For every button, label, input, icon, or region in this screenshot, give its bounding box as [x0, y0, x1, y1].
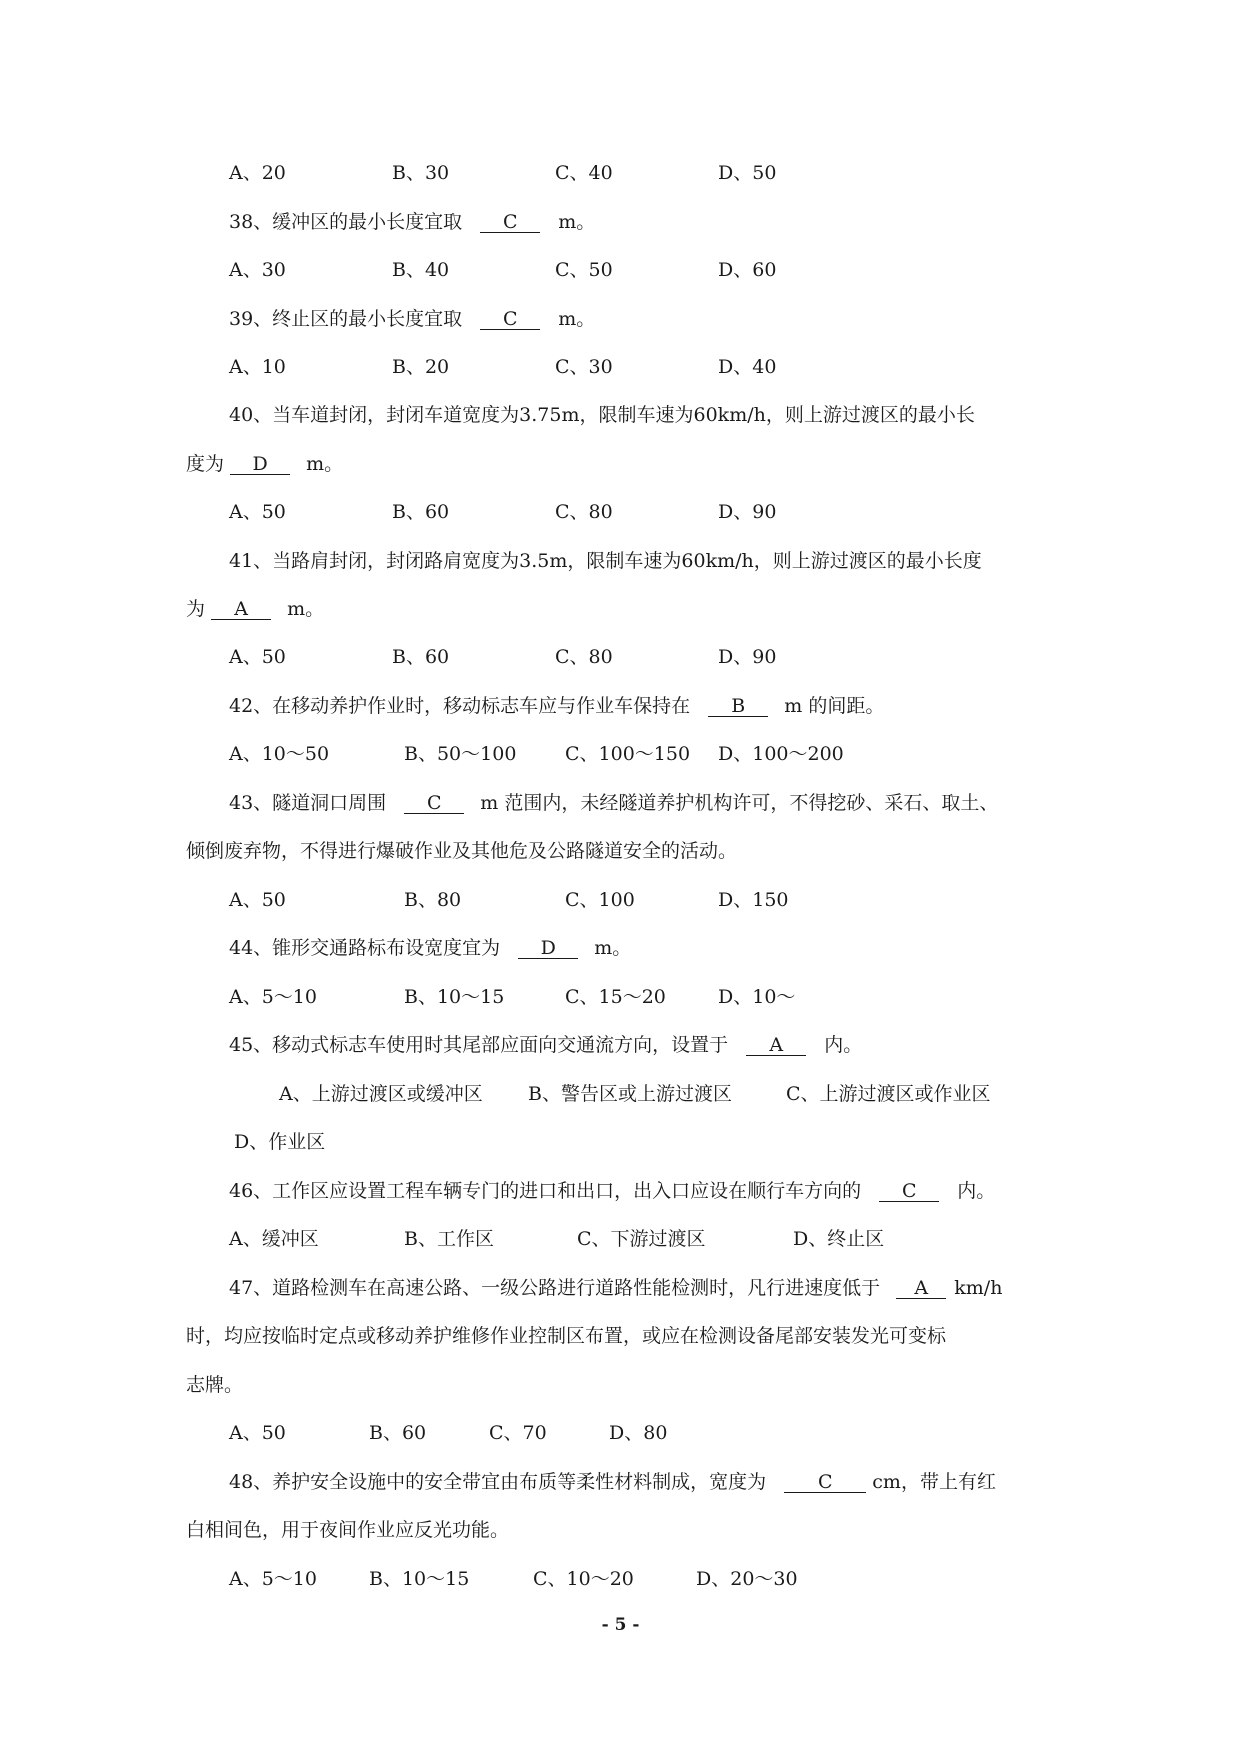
question-suffix: m。	[558, 308, 596, 330]
option-c: C、100～150	[565, 743, 691, 765]
question-text: 38、缓冲区的最小长度宜取	[229, 211, 463, 233]
question-48	[229, 1470, 996, 1494]
question-text: 48、养护安全设施中的安全带宜由布质等柔性材料制成，宽度为	[229, 1471, 767, 1493]
option-d: D、10～	[718, 986, 796, 1008]
option-c: C、80	[555, 646, 613, 668]
option-c: C、40	[555, 162, 613, 184]
option-a: A、50	[229, 1422, 286, 1444]
option-c: C、50	[555, 259, 613, 281]
option-d: D、150	[718, 889, 789, 911]
option-b: B、20	[392, 356, 450, 378]
question-text: 47、道路检测车在高速公路、一级公路进行道路性能检测时，凡行进速度低于	[229, 1277, 881, 1299]
option-c: C、上游过渡区或作业区	[786, 1083, 991, 1105]
question-suffix: 内。	[957, 1180, 996, 1202]
option-d: D、20～30	[696, 1568, 798, 1590]
option-a: A、20	[229, 162, 286, 184]
question-38	[229, 210, 595, 234]
option-b: B、60	[392, 646, 450, 668]
option-c: C、70	[489, 1422, 547, 1444]
option-d: D、50	[718, 162, 777, 184]
option-a: A、10～50	[229, 743, 330, 765]
question-39	[229, 307, 595, 331]
option-c: C、80	[555, 501, 613, 523]
option-b: B、40	[392, 259, 450, 281]
option-d: D、90	[718, 501, 777, 523]
question-suffix: m。	[306, 453, 344, 475]
question-47-cont: 时，均应按临时定点或移动养护维修作业控制区布置，或应在检测设备尾部安装发光可变标	[186, 1325, 947, 1347]
option-b: B、10～15	[369, 1568, 470, 1590]
question-text: 42、在移动养护作业时，移动标志车应与作业车保持在	[229, 695, 691, 717]
question-text: 45、移动式标志车使用时其尾部应面向交通流方向，设置于	[229, 1034, 729, 1056]
question-text: 39、终止区的最小长度宜取	[229, 308, 463, 330]
answer-blank: C	[480, 309, 540, 330]
question-43-cont: 倾倒废弃物，不得进行爆破作业及其他危及公路隧道安全的活动。	[186, 840, 738, 862]
question-suffix: 内。	[824, 1034, 863, 1056]
question-47	[229, 1276, 1002, 1300]
option-a: A、50	[229, 646, 286, 668]
option-b: B、工作区	[404, 1228, 494, 1250]
option-a: A、上游过渡区或缓冲区	[279, 1083, 483, 1105]
question-suffix: km/h	[954, 1277, 1003, 1299]
question-45	[229, 1033, 862, 1057]
option-b: B、10～15	[404, 986, 505, 1008]
option-c: C、100	[565, 889, 635, 911]
option-c: C、15～20	[565, 986, 666, 1008]
page-number: - 5 -	[601, 1615, 640, 1635]
option-c: C、下游过渡区	[577, 1228, 706, 1250]
answer-blank: A	[211, 599, 271, 620]
answer-blank: B	[708, 696, 768, 717]
question-40-cont	[186, 452, 343, 476]
answer-blank: D	[230, 454, 290, 475]
option-b: B、60	[392, 501, 450, 523]
answer-blank: C	[879, 1181, 939, 1202]
option-d: D、40	[718, 356, 777, 378]
option-a: A、50	[229, 889, 286, 911]
question-text: 度为	[186, 453, 225, 475]
question-suffix: cm，带上有红	[872, 1471, 996, 1493]
option-a: A、5～10	[229, 986, 317, 1008]
option-c: C、10～20	[533, 1568, 634, 1590]
question-48-cont: 白相间色，用于夜间作业应反光功能。	[186, 1519, 510, 1541]
option-a: A、50	[229, 501, 286, 523]
option-a: A、5～10	[229, 1568, 317, 1590]
answer-blank: A	[896, 1278, 946, 1299]
option-d: D、90	[718, 646, 777, 668]
option-d: D、80	[609, 1422, 668, 1444]
question-43	[229, 791, 998, 815]
option-b: B、警告区或上游过渡区	[528, 1083, 732, 1105]
option-a: A、缓冲区	[229, 1228, 319, 1250]
question-42	[229, 694, 884, 718]
question-40: 40、当车道封闭，封闭车道宽度为3.75m，限制车速为60km/h，则上游过渡区的最小长	[229, 404, 975, 426]
option-d: D、60	[718, 259, 777, 281]
option-b: B、80	[404, 889, 462, 911]
answer-blank: C	[404, 793, 464, 814]
question-44	[229, 936, 631, 960]
question-suffix: m 范围内，未经隧道养护机构许可，不得挖砂、采石、取土、	[480, 792, 999, 814]
question-46	[229, 1179, 995, 1203]
answer-blank: C	[480, 212, 540, 233]
option-d: D、作业区	[234, 1131, 326, 1153]
answer-blank: C	[784, 1472, 866, 1493]
option-b: B、30	[392, 162, 450, 184]
option-d: D、终止区	[793, 1228, 885, 1250]
question-suffix: m。	[287, 598, 325, 620]
question-text: 44、锥形交通路标布设宽度宜为	[229, 937, 501, 959]
option-b: B、60	[369, 1422, 427, 1444]
question-suffix: m 的间距。	[784, 695, 885, 717]
question-text: 为	[186, 598, 206, 620]
question-text: 43、隧道洞口周围	[229, 792, 387, 814]
answer-blank: D	[518, 938, 578, 959]
option-a: A、30	[229, 259, 286, 281]
answer-blank: A	[746, 1035, 806, 1056]
question-41-cont	[186, 597, 324, 621]
option-d: D、100～200	[718, 743, 844, 765]
question-text: 46、工作区应设置工程车辆专门的进口和出口，出入口应设在顺行车方向的	[229, 1180, 862, 1202]
option-c: C、30	[555, 356, 613, 378]
option-a: A、10	[229, 356, 286, 378]
question-suffix: m。	[594, 937, 632, 959]
option-b: B、50～100	[404, 743, 517, 765]
question-suffix: m。	[558, 211, 596, 233]
question-41: 41、当路肩封闭，封闭路肩宽度为3.5m，限制车速为60km/h，则上游过渡区的最小长度	[229, 550, 982, 572]
question-47-cont2: 志牌。	[186, 1374, 244, 1396]
